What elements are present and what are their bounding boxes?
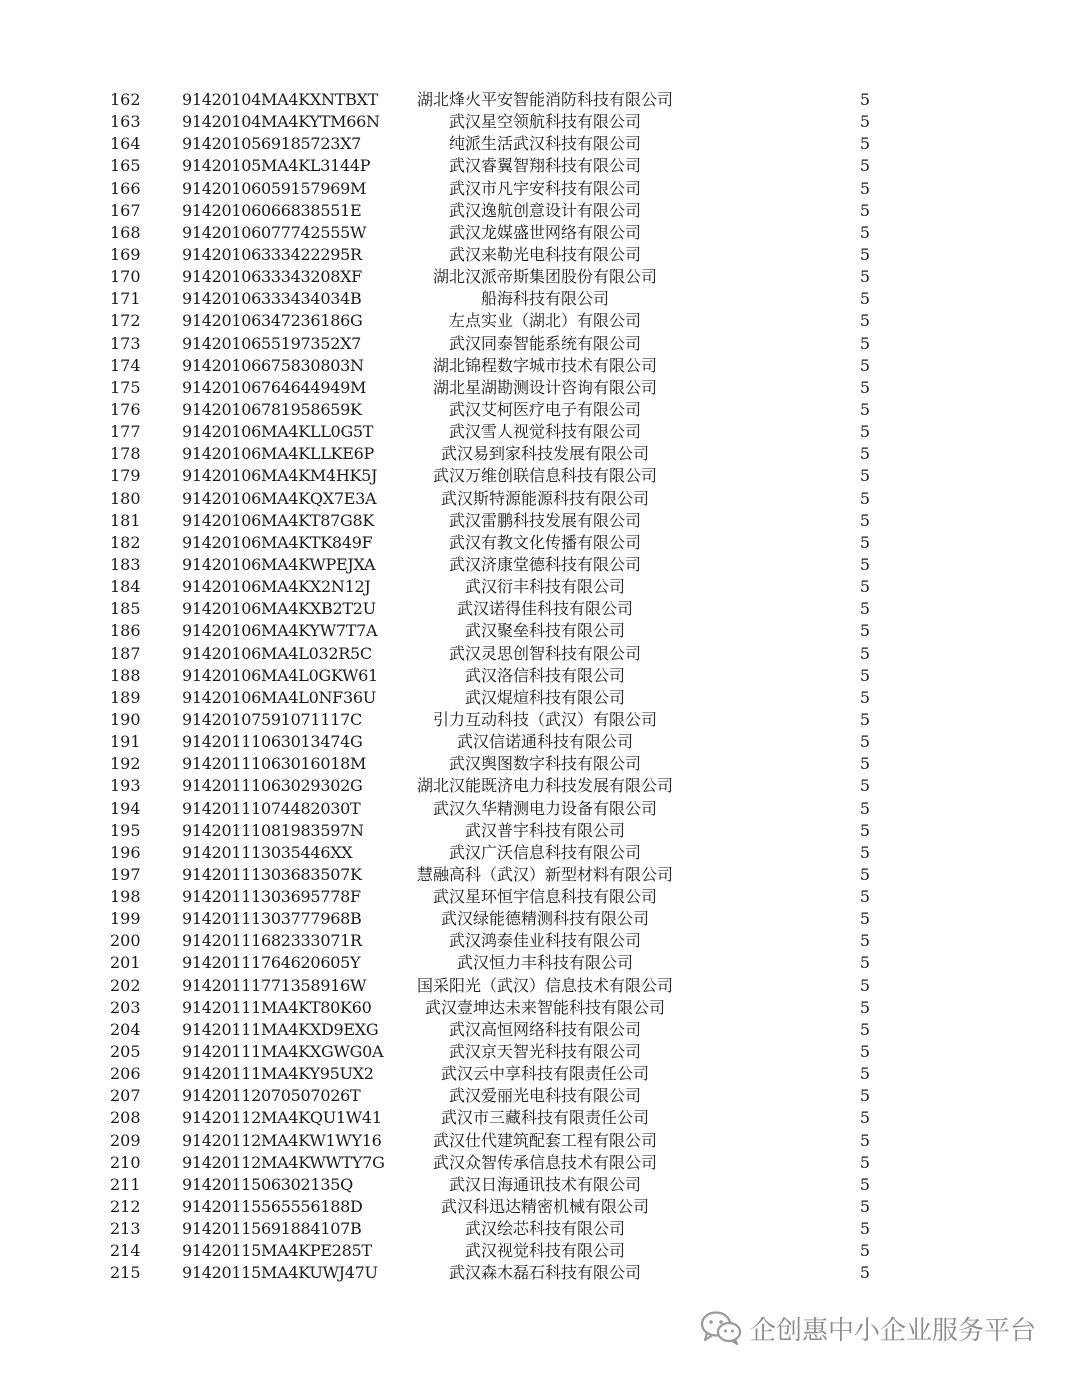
table-row	[0, 399, 1080, 421]
credit-code: 91420106MA4KXB2T2U	[182, 599, 376, 619]
credit-code: 91420111063016018M	[182, 754, 367, 774]
company-name: 引力互动科技（武汉）有限公司	[432, 709, 657, 729]
credit-code: 91420106MA4L032R5C	[182, 643, 372, 663]
table-row	[0, 775, 1080, 797]
score: 5	[859, 864, 871, 884]
score: 5	[859, 289, 871, 309]
row-number: 209	[110, 1130, 141, 1150]
company-name: 武汉森木磊石科技有限公司	[448, 1263, 641, 1283]
row-number: 176	[110, 399, 141, 419]
row-number: 175	[110, 377, 141, 397]
company-name: 武汉普宇科技有限公司	[464, 820, 625, 840]
company-name: 武汉绘芯科技有限公司	[464, 1219, 625, 1239]
row-number: 163	[110, 112, 141, 132]
score: 5	[859, 422, 871, 442]
table-row	[0, 266, 1080, 288]
table-row	[0, 1130, 1080, 1152]
table-row	[0, 288, 1080, 310]
credit-code: 91420111303695778F	[182, 887, 361, 907]
table-row	[0, 333, 1080, 355]
score: 5	[859, 820, 871, 840]
score: 5	[859, 997, 871, 1017]
credit-code: 91420111682333071R	[182, 931, 362, 951]
row-number: 190	[110, 709, 141, 729]
table-row	[0, 200, 1080, 222]
credit-code: 91420107591071117C	[182, 709, 362, 729]
score: 5	[859, 798, 871, 818]
credit-code: 91420106066838551E	[182, 200, 362, 220]
row-number: 204	[110, 1019, 141, 1039]
row-number: 201	[110, 953, 141, 973]
row-number: 184	[110, 577, 141, 597]
credit-code: 91420106781958659K	[182, 399, 362, 419]
row-number: 198	[110, 887, 141, 907]
row-number: 213	[110, 1219, 141, 1239]
company-name: 纯派生活武汉科技有限公司	[448, 134, 641, 154]
table-row	[0, 598, 1080, 620]
score: 5	[859, 687, 871, 707]
table-row	[0, 753, 1080, 775]
row-number: 197	[110, 864, 141, 884]
credit-code: 91420111063029302G	[182, 776, 363, 796]
table-row	[0, 510, 1080, 532]
credit-code: 91420106MA4KYW7T7A	[182, 621, 378, 641]
table-row	[0, 620, 1080, 642]
credit-code: 91420106333434034B	[182, 289, 362, 309]
table-row	[0, 178, 1080, 200]
row-number: 202	[110, 975, 141, 995]
company-name: 武汉诺得佳科技有限公司	[456, 599, 633, 619]
credit-code: 91420106675830803N	[182, 355, 364, 375]
score: 5	[859, 953, 871, 973]
company-name: 武汉济康堂德科技有限公司	[448, 554, 641, 574]
score: 5	[859, 90, 871, 109]
row-number: 199	[110, 909, 141, 929]
credit-code: 91420106MA4KWPEJXA	[182, 554, 376, 574]
company-name: 武汉万维创联信息科技有限公司	[432, 466, 657, 486]
table-row	[0, 111, 1080, 133]
credit-code: 91420111074482030T	[182, 798, 361, 818]
table-row	[0, 89, 1080, 111]
score: 5	[859, 178, 871, 198]
company-name: 武汉逸航创意设计有限公司	[448, 200, 641, 220]
company-name: 武汉睿翼智翔科技有限公司	[448, 156, 641, 176]
score: 5	[859, 1197, 871, 1217]
table-row	[0, 930, 1080, 952]
table-row	[0, 421, 1080, 443]
company-name: 武汉云中享科技有限责任公司	[440, 1064, 649, 1084]
credit-code: 91420106MA4KLLKE6P	[182, 444, 374, 464]
table-row	[0, 355, 1080, 377]
credit-code: 91420104MA4KXNTBXT	[182, 90, 378, 109]
score: 5	[859, 333, 871, 353]
score: 5	[859, 776, 871, 796]
credit-code: 91420106MA4L0GKW61	[182, 665, 378, 685]
table-row	[0, 244, 1080, 266]
credit-code: 914201113035446XX	[182, 842, 353, 862]
company-name: 武汉广沃信息科技有限公司	[448, 842, 641, 862]
row-number: 179	[110, 466, 141, 486]
score: 5	[859, 1086, 871, 1106]
company-name: 慧融高科（武汉）新型材料有限公司	[416, 864, 673, 884]
score: 5	[859, 1152, 871, 1172]
credit-code: 91420111303777968B	[182, 909, 362, 929]
score: 5	[859, 709, 871, 729]
credit-code: 91420106MA4KLL0G5T	[182, 422, 374, 442]
score: 5	[859, 399, 871, 419]
table-row	[0, 1152, 1080, 1174]
score: 5	[859, 311, 871, 331]
company-name: 湖北锦程数字城市技术有限公司	[432, 355, 657, 375]
credit-code: 91420115MA4KUWJ47U	[182, 1263, 378, 1283]
score: 5	[859, 887, 871, 907]
company-name: 武汉高恒网络科技有限公司	[448, 1019, 641, 1039]
company-name: 武汉绿能德精测科技有限公司	[440, 909, 649, 929]
score: 5	[859, 1241, 871, 1261]
table-row	[0, 1085, 1080, 1107]
company-name: 武汉众智传承信息技术有限公司	[432, 1152, 657, 1172]
row-number: 171	[110, 289, 141, 309]
row-number: 214	[110, 1241, 141, 1261]
company-name: 武汉市凡宇安科技有限公司	[448, 178, 641, 198]
row-number: 208	[110, 1108, 141, 1128]
company-name: 武汉雷鹏科技发展有限公司	[448, 510, 641, 530]
company-name: 武汉壹坤达未来智能科技有限公司	[424, 997, 665, 1017]
row-number: 172	[110, 311, 141, 331]
company-name: 湖北烽火平安智能消防科技有限公司	[416, 90, 673, 109]
score: 5	[859, 134, 871, 154]
row-number: 167	[110, 200, 141, 220]
table-row	[0, 997, 1080, 1019]
table-row	[0, 443, 1080, 465]
row-number: 186	[110, 621, 141, 641]
credit-code: 91420115MA4KPE285T	[182, 1241, 372, 1261]
row-number: 206	[110, 1064, 141, 1084]
credit-code: 9142011506302135Q	[182, 1174, 353, 1194]
score: 5	[859, 1263, 871, 1283]
score: 5	[859, 1064, 871, 1084]
score: 5	[859, 621, 871, 641]
company-name: 武汉灵思创智科技有限公司	[448, 643, 641, 663]
company-name: 船海科技有限公司	[480, 289, 609, 309]
score: 5	[859, 975, 871, 995]
score: 5	[859, 1130, 871, 1150]
score: 5	[859, 909, 871, 929]
credit-code: 91420111MA4KXGWG0A	[182, 1042, 384, 1062]
row-number: 187	[110, 643, 141, 663]
table-row	[0, 1218, 1080, 1240]
score: 5	[859, 377, 871, 397]
row-number: 178	[110, 444, 141, 464]
company-name: 武汉龙媒盛世网络有限公司	[448, 222, 641, 242]
row-number: 212	[110, 1197, 141, 1217]
company-name: 湖北星湖勘测设计咨询有限公司	[432, 377, 657, 397]
table-row	[0, 731, 1080, 753]
company-name: 武汉斯特源能源科技有限公司	[440, 488, 649, 508]
row-number: 165	[110, 156, 141, 176]
row-number: 194	[110, 798, 141, 818]
company-name: 湖北汉派帝斯集团股份有限公司	[432, 267, 657, 287]
table-row	[0, 842, 1080, 864]
score: 5	[859, 112, 871, 132]
table-row	[0, 222, 1080, 244]
company-name: 武汉易到家科技发展有限公司	[440, 444, 649, 464]
credit-code: 91420115565556188D	[182, 1197, 363, 1217]
company-name: 左点实业（湖北）有限公司	[448, 311, 641, 331]
score: 5	[859, 665, 871, 685]
table-row	[0, 886, 1080, 908]
table-row	[0, 1174, 1080, 1196]
row-number: 181	[110, 510, 141, 530]
row-number: 203	[110, 997, 141, 1017]
company-name: 武汉仕代建筑配套工程有限公司	[432, 1130, 657, 1150]
row-number: 169	[110, 244, 141, 264]
table-row	[0, 155, 1080, 177]
company-name: 武汉日海通讯技术有限公司	[448, 1174, 641, 1194]
company-name: 武汉科迅达精密机械有限公司	[440, 1197, 649, 1217]
row-number: 166	[110, 178, 141, 198]
score: 5	[859, 532, 871, 552]
company-name: 武汉洛信科技有限公司	[464, 665, 625, 685]
table-row	[0, 310, 1080, 332]
score: 5	[859, 577, 871, 597]
table-row	[0, 709, 1080, 731]
credit-code: 91420112MA4KWWTY7G	[182, 1152, 385, 1172]
row-number: 193	[110, 776, 141, 796]
credit-code: 91420105MA4KL3144P	[182, 156, 371, 176]
company-name: 武汉焜煊科技有限公司	[464, 687, 625, 707]
table-row	[0, 820, 1080, 842]
score: 5	[859, 1174, 871, 1194]
row-number: 182	[110, 532, 141, 552]
table-row	[0, 864, 1080, 886]
table-row	[0, 1107, 1080, 1129]
table-row	[0, 1262, 1080, 1284]
row-number: 162	[110, 90, 141, 109]
table-row	[0, 377, 1080, 399]
row-number: 207	[110, 1086, 141, 1106]
table-row	[0, 665, 1080, 687]
company-name: 武汉聚垒科技有限公司	[464, 621, 625, 641]
row-number: 174	[110, 355, 141, 375]
score: 5	[859, 244, 871, 264]
company-name: 湖北汉能既济电力科技发展有限公司	[416, 776, 673, 796]
score: 5	[859, 488, 871, 508]
score: 5	[859, 222, 871, 242]
company-name: 武汉来勒光电科技有限公司	[448, 244, 641, 264]
company-name: 武汉艾柯医疗电子有限公司	[448, 399, 641, 419]
row-number: 168	[110, 222, 141, 242]
table-row	[0, 687, 1080, 709]
table-row	[0, 1196, 1080, 1218]
score: 5	[859, 200, 871, 220]
table-row	[0, 1240, 1080, 1262]
company-name: 武汉信诺通科技有限公司	[456, 732, 633, 752]
table-row	[0, 576, 1080, 598]
company-name: 武汉爱丽光电科技有限公司	[448, 1086, 641, 1106]
row-number: 177	[110, 422, 141, 442]
credit-code: 9142010569185723X7	[182, 134, 362, 154]
score: 5	[859, 554, 871, 574]
row-number: 200	[110, 931, 141, 951]
credit-code: 91420112MA4KW1WY16	[182, 1130, 382, 1150]
table-row	[0, 952, 1080, 974]
company-name: 国采阳光（武汉）信息技术有限公司	[416, 975, 673, 995]
score: 5	[859, 599, 871, 619]
row-number: 192	[110, 754, 141, 774]
credit-code: 91420106764644949M	[182, 377, 367, 397]
score: 5	[859, 1108, 871, 1128]
credit-code: 91420112MA4KQU1W41	[182, 1108, 382, 1128]
table-row	[0, 532, 1080, 554]
score: 5	[859, 444, 871, 464]
company-name: 武汉久华精测电力设备有限公司	[432, 798, 657, 818]
table-row	[0, 975, 1080, 997]
table-row	[0, 133, 1080, 155]
row-number: 185	[110, 599, 141, 619]
row-number: 210	[110, 1152, 141, 1172]
credit-code: 91420106MA4L0NF36U	[182, 687, 376, 707]
wechat-icon	[700, 1310, 742, 1346]
table-row	[0, 798, 1080, 820]
table-row	[0, 488, 1080, 510]
company-name: 武汉视觉科技有限公司	[464, 1241, 625, 1261]
credit-code: 91420106MA4KX2N12J	[182, 577, 371, 597]
company-name: 武汉有教文化传播有限公司	[448, 532, 641, 552]
score: 5	[859, 1042, 871, 1062]
company-name: 武汉星环恒宇信息科技有限公司	[432, 887, 657, 907]
credit-code: 9142010633343208XF	[182, 267, 362, 287]
row-number: 188	[110, 665, 141, 685]
credit-code: 91420111303683507K	[182, 864, 362, 884]
score: 5	[859, 842, 871, 862]
credit-code: 91420112070507026T	[182, 1086, 361, 1106]
row-number: 180	[110, 488, 141, 508]
company-table	[0, 89, 1080, 1285]
credit-code: 91420111MA4KT80K60	[182, 997, 372, 1017]
score: 5	[859, 754, 871, 774]
credit-code: 91420111MA4KY95UX2	[182, 1064, 374, 1084]
row-number: 189	[110, 687, 141, 707]
credit-code: 91420111771358916W	[182, 975, 367, 995]
credit-code: 91420104MA4KYTM66N	[182, 112, 380, 132]
score: 5	[859, 355, 871, 375]
score: 5	[859, 267, 871, 287]
row-number: 195	[110, 820, 141, 840]
row-number: 215	[110, 1263, 141, 1283]
row-number: 173	[110, 333, 141, 353]
row-number: 211	[110, 1174, 141, 1194]
table-row	[0, 908, 1080, 930]
credit-code: 91420115691884107B	[182, 1219, 362, 1239]
company-name: 武汉京天智光科技有限公司	[448, 1042, 641, 1062]
company-name: 武汉雪人视觉科技有限公司	[448, 422, 641, 442]
company-name: 武汉恒力丰科技有限公司	[456, 953, 633, 973]
score: 5	[859, 510, 871, 530]
table-row	[0, 1041, 1080, 1063]
score: 5	[859, 643, 871, 663]
row-number: 196	[110, 842, 141, 862]
score: 5	[859, 156, 871, 176]
table-row	[0, 1019, 1080, 1041]
credit-code: 91420111764620605Y	[182, 953, 361, 973]
score: 5	[859, 1219, 871, 1239]
table-row	[0, 643, 1080, 665]
score: 5	[859, 466, 871, 486]
credit-code: 91420106MA4KM4HK5J	[182, 466, 378, 486]
credit-code: 91420106MA4KT87G8K	[182, 510, 375, 530]
credit-code: 91420106347236186G	[182, 311, 363, 331]
credit-code: 9142010655197352X7	[182, 333, 362, 353]
company-name: 武汉衍丰科技有限公司	[464, 577, 625, 597]
company-name: 武汉舆图数字科技有限公司	[448, 754, 641, 774]
row-number: 205	[110, 1042, 141, 1062]
table-row	[0, 554, 1080, 576]
company-name: 武汉鸿泰佳业科技有限公司	[448, 931, 641, 951]
watermark	[700, 1306, 1036, 1350]
score: 5	[859, 1019, 871, 1039]
credit-code: 91420106077742555W	[182, 222, 367, 242]
credit-code: 91420111MA4KXD9EXG	[182, 1019, 379, 1039]
credit-code: 91420111063013474G	[182, 732, 363, 752]
row-number: 183	[110, 554, 141, 574]
row-number: 191	[110, 732, 141, 752]
score: 5	[859, 732, 871, 752]
company-name: 武汉市三藏科技有限责任公司	[440, 1108, 649, 1128]
credit-code: 91420111081983597N	[182, 820, 364, 840]
watermark-text: 企创惠中小企业服务平台	[750, 1315, 1037, 1346]
row-number: 164	[110, 134, 141, 154]
credit-code: 91420106MA4KQX7E3A	[182, 488, 377, 508]
table-row	[0, 465, 1080, 487]
credit-code: 91420106059157969M	[182, 178, 367, 198]
credit-code: 91420106333422295R	[182, 244, 362, 264]
credit-code: 91420106MA4KTK849F	[182, 532, 373, 552]
score: 5	[859, 931, 871, 951]
row-number: 170	[110, 267, 141, 287]
company-name: 武汉星空领航科技有限公司	[448, 112, 641, 132]
company-name: 武汉同泰智能系统有限公司	[448, 333, 641, 353]
table-row	[0, 1063, 1080, 1085]
